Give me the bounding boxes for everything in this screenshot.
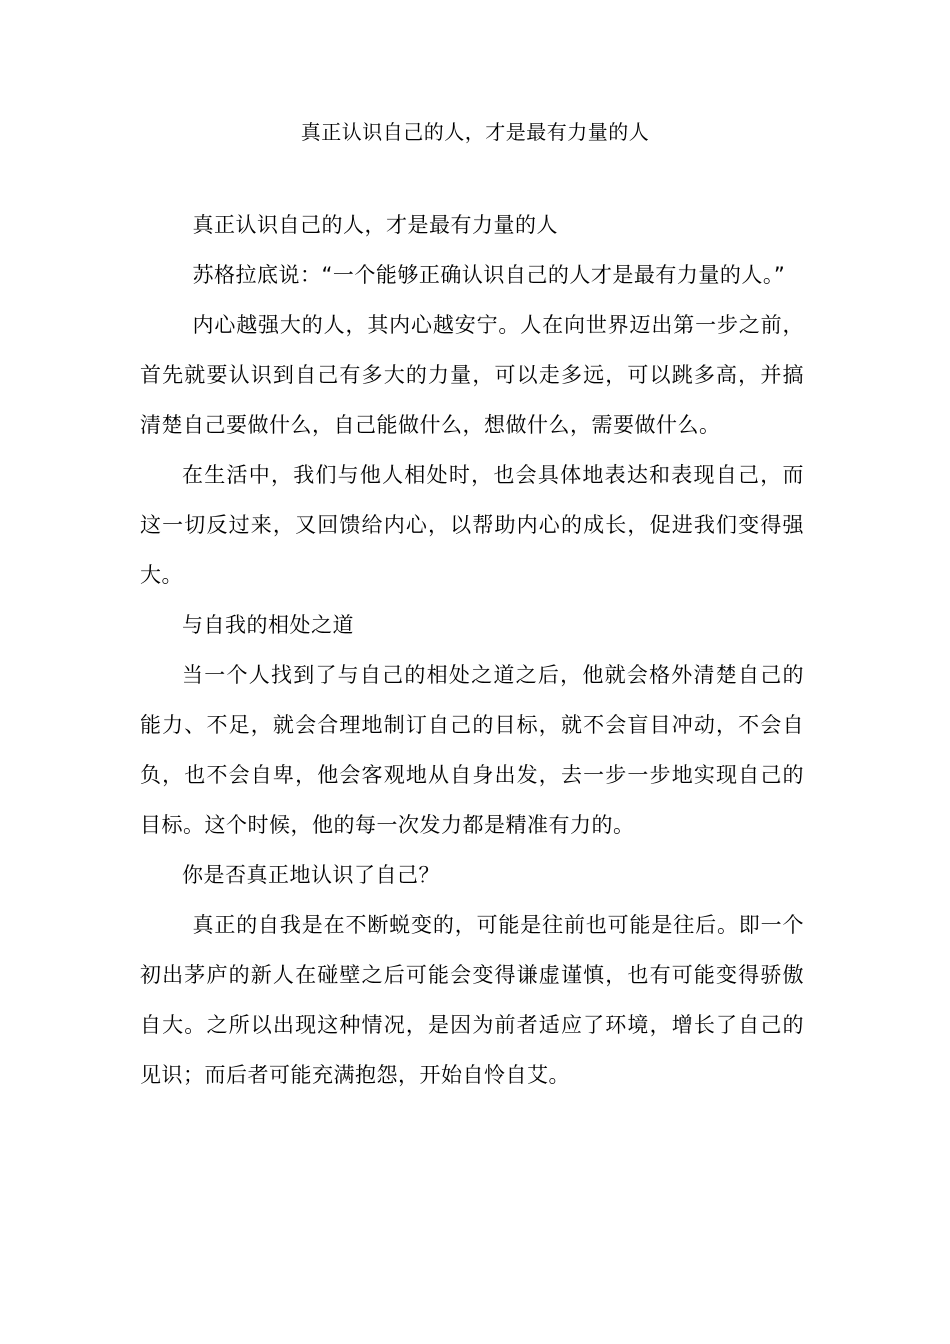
section-heading-know-yourself: 你是否真正地认识了自己？ [182,863,440,887]
paragraph-inner-strength: 内心越强大的人，其内心越安宁。人在向世界迈出第一步之前，首先就要认识到自己有多大的力量，可以走多远，可以跳多高，并搞清楚自己要做什么，自己能做什么，想做什么，需要做什么。 [140,313,804,437]
paragraph-daily-life: 在生活中，我们与他人相处时，也会具体地表达和表现自己，而这一切反过来，又回馈给内心，以帮助内心的成长，促进我们变得强大。 [140,463,804,587]
document-body [140,200,804,1100]
paragraph-subtitle: 真正认识自己的人，才是最有力量的人 [192,213,558,237]
paragraph-socrates-quote: 苏格拉底说：“一个能够正确认识自己的人才是最有力量的人。” [192,263,786,287]
document-title: 真正认识自己的人，才是最有力量的人 [300,120,650,144]
section-heading-self-relation: 与自我的相处之道 [182,613,354,637]
paragraph-self-relation: 当一个人找到了与自己的相处之道之后，他就会格外清楚自己的能力、不足，就会合理地制订自己的目标，就不会盲目冲动，不会自负，也不会自卑，他会客观地从自身出发，去一步一步地实现自己的目标。这个时候，他的每一次发力都是精准有力的。 [140,663,804,837]
paragraph-true-self: 真正的自我是在不断蜕变的，可能是往前也可能是往后。即一个初出茅庐的新人在碰壁之后可能会变得谦虚谨慎，也有可能变得骄傲自大。之所以出现这种情况，是因为前者适应了环境，增长了自己的见识；而后者可能充满抱怨，开始自怜自艾。 [140,913,804,1087]
